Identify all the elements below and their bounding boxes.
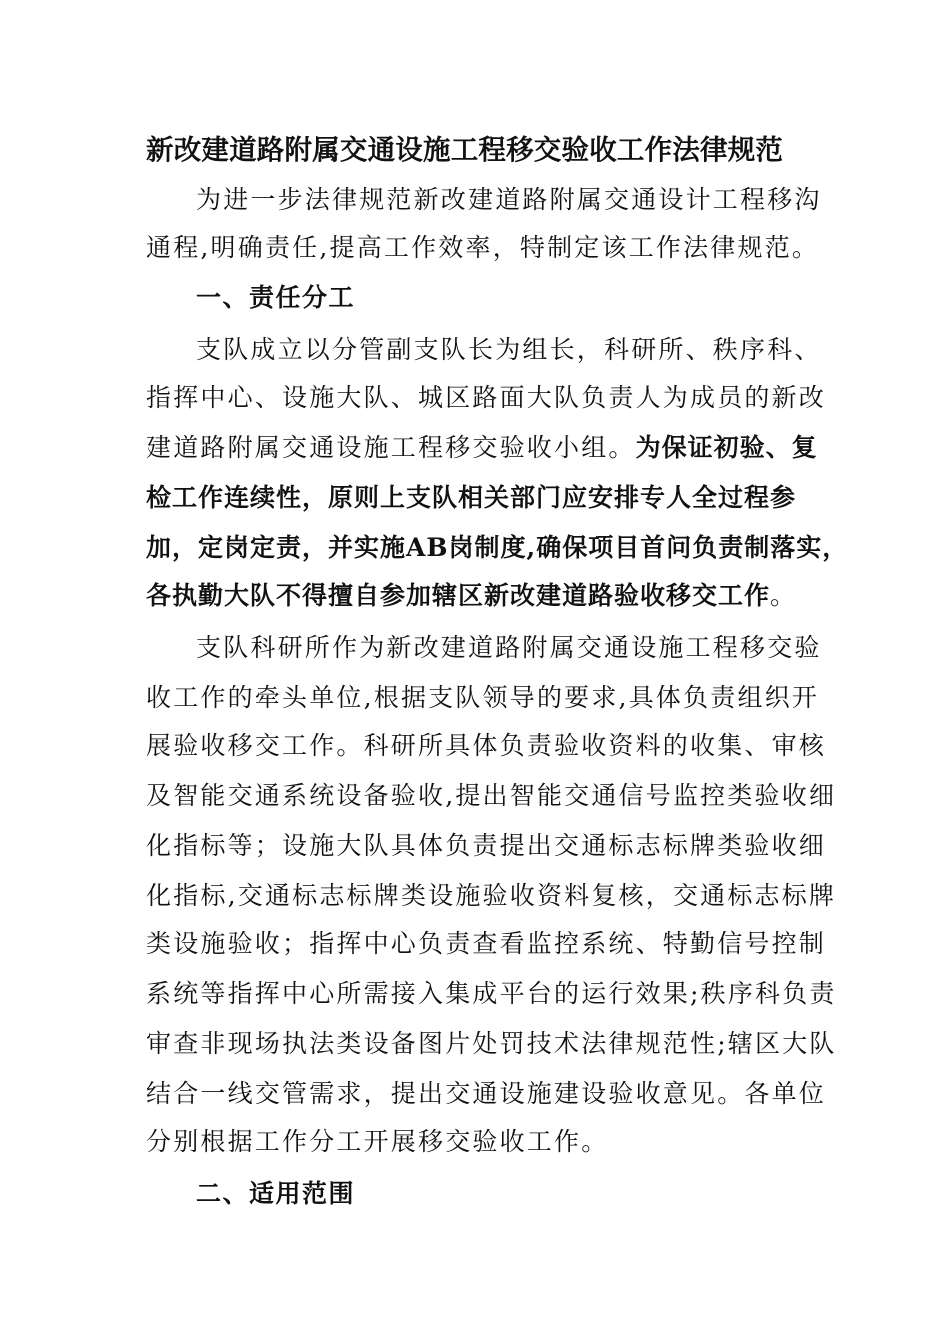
paragraph-line-mixed bbox=[146, 578, 797, 614]
paragraph-line: 分别根据工作分工开展移交验收工作。 bbox=[146, 1127, 609, 1156]
paragraph-line: 展验收移交工作。科研所具体负责验收资料的收集、审核 bbox=[146, 731, 827, 760]
section-1-heading: 一、责任分工 bbox=[196, 283, 356, 312]
paragraph-line: 支队成立以分管副支队长为组长，科研所、秩序科、 bbox=[196, 335, 822, 364]
paragraph-line: 系统等指挥中心所需接入集成平台的运行效果;秩序科负责 bbox=[146, 979, 837, 1008]
paragraph-line: 结合一线交管需求，提出交通设施建设验收意见。各单位 bbox=[146, 1079, 827, 1108]
paragraph-line: 指挥中心、设施大队、城区路面大队负责人为成员的新改 bbox=[146, 383, 827, 412]
section-2-heading: 二、适用范围 bbox=[196, 1179, 356, 1208]
paragraph-line: 审查非现场执法类设备图片处罚技术法律规范性;辖区大队 bbox=[146, 1029, 837, 1058]
paragraph-text: 建道路附属交通设施工程移交验收小组。 bbox=[146, 433, 636, 462]
paragraph-line: 化指标等；设施大队具体负责提出交通标志标牌类验收细 bbox=[146, 831, 827, 860]
paragraph-text: 。 bbox=[770, 581, 798, 610]
paragraph-line: 收工作的牵头单位,根据支队领导的要求,具体负责组织开 bbox=[146, 683, 820, 712]
paragraph-line: 类设施验收；指挥中心负责查看监控系统、特勤信号控制 bbox=[146, 929, 827, 958]
intro-line-1: 为进一步法律规范新改建道路附属交通设计工程移沟 bbox=[196, 185, 822, 214]
paragraph-bold-text: 各执勤大队不得擅自参加辖区新改建道路验收移交工作 bbox=[146, 581, 771, 610]
paragraph-line: 支队科研所作为新改建道路附属交通设施工程移交验 bbox=[196, 633, 822, 662]
paragraph-line: 化指标,交通标志标牌类设施验收资料复核，交通标志标牌 bbox=[146, 881, 837, 910]
intro-line-2: 通程,明确责任,提高工作效率，特制定该工作法律规范。 bbox=[146, 233, 820, 262]
paragraph-bold-line: 检工作连续性，原则上支队相关部门应安排专人全过程参 bbox=[146, 483, 797, 512]
paragraph-line-mixed bbox=[146, 430, 818, 466]
paragraph-bold-line: 加，定岗定责，并实施AB岗制度,确保项目首问负责制落实， bbox=[146, 533, 849, 562]
paragraph-bold-text: 为保证初验、复 bbox=[635, 433, 818, 462]
document-title: 新改建道路附属交通设施工程移交验收工作法律规范 bbox=[146, 134, 784, 166]
paragraph-line: 及智能交通系统设备验收,提出智能交通信号监控类验收细 bbox=[146, 781, 837, 810]
